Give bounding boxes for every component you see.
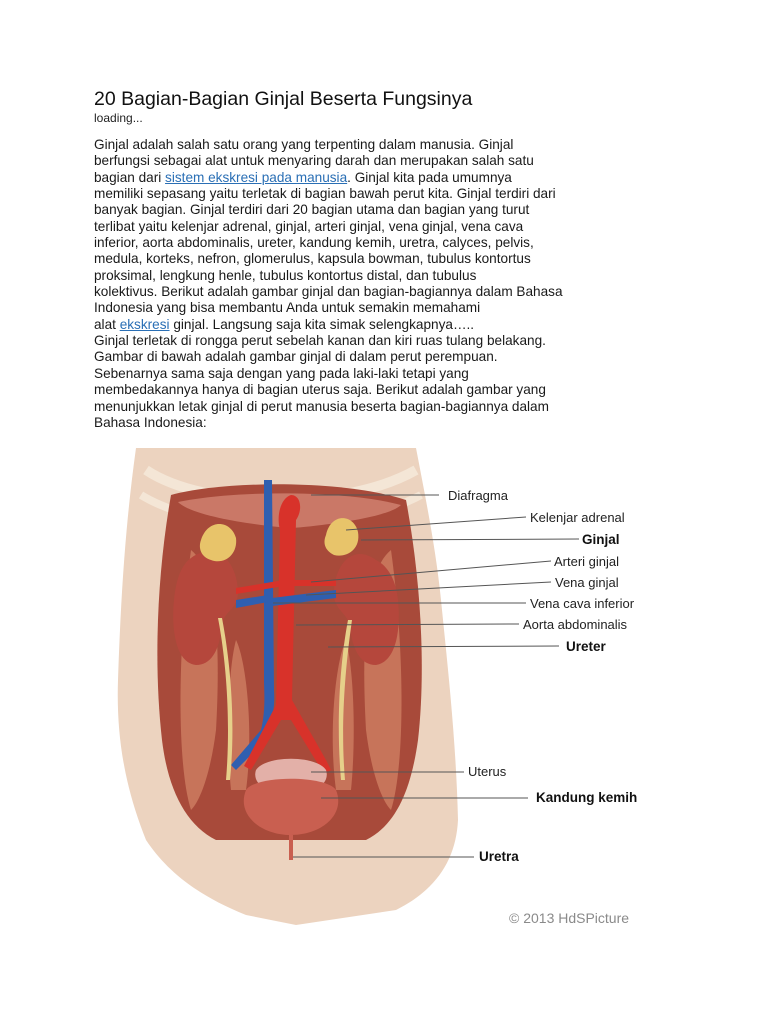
link-ekskresi[interactable]: ekskresi — [119, 316, 170, 332]
paragraph-line: Ginjal adalah salah satu orang yang terpenting dalam manusia. Ginjal — [94, 137, 514, 152]
paragraph-line: proksimal, lengkung henle, tubulus kontortus distal, dan tubulus — [94, 267, 477, 283]
paragraph-line — [94, 317, 694, 333]
label-kelenjar-adrenal: Kelenjar adrenal — [530, 510, 625, 525]
text-run: alat — [94, 316, 120, 332]
renal-artery — [294, 580, 336, 586]
paragraph-line: Indonesia yang bisa membantu Anda untuk semakin memahami — [94, 300, 481, 316]
urethra — [289, 835, 293, 860]
text-run: bagian dari — [94, 169, 166, 185]
label-kandung-kemih: Kandung kemih — [536, 790, 638, 805]
label-aorta-abdominalis: Aorta abdominalis — [523, 617, 628, 632]
paragraph-line: membedakannya hanya di bagian uterus saja. Berikut adalah gambar yang — [94, 382, 546, 398]
label-ginjal: Ginjal — [582, 532, 620, 547]
label-diafragma: Diafragma — [448, 488, 508, 503]
paragraph-line: medula, korteks, nefron, glomerulus, kapsula bowman, tubulus kontortus — [94, 251, 531, 267]
paragraph-line: kolektivus. Berikut adalah gambar ginjal dan bagian-bagiannya dalam Bahasa — [94, 284, 563, 300]
paragraph-line: banyak bagian. Ginjal terdiri dari 20 bagian utama dan bagian yang turut — [94, 202, 530, 218]
link-sistem-ekskresi[interactable]: sistem ekskresi pada manusia — [165, 169, 348, 185]
paragraph-line: Bahasa Indonesia: — [94, 414, 207, 430]
kidney-anatomy-figure — [96, 440, 676, 940]
label-vena-cava-inferior: Vena cava inferior — [530, 596, 635, 611]
label-vena-ginjal: Vena ginjal — [555, 575, 619, 590]
label-uterus: Uterus — [468, 764, 507, 779]
article-title: 20 Bagian-Bagian Ginjal Beserta Fungsinya — [94, 88, 473, 110]
paragraph-line: terlibat yaitu kelenjar adrenal, ginjal, arteri ginjal, vena ginjal, vena cava — [94, 218, 524, 234]
paragraph-line: Ginjal terletak di rongga perut sebelah kanan dan kiri ruas tulang belakang. — [94, 333, 546, 349]
paragraph-line — [94, 170, 694, 186]
text-run: . Ginjal kita pada umumnya — [347, 169, 512, 185]
copyright-text: © 2013 HdSPicture — [509, 910, 630, 926]
paragraph-line: inferior, aorta abdominalis, ureter, kandung kemih, uretra, calyces, pelvis, — [94, 235, 534, 251]
label-arteri-ginjal: Arteri ginjal — [554, 554, 620, 569]
paragraph-line: memiliki sepasang yaitu terletak di bagian bawah perut kita. Ginjal terdiri dari — [94, 186, 556, 202]
paragraph-line: menunjukkan letak ginjal di perut manusia beserta bagian-bagiannya dalam — [94, 398, 549, 414]
anatomy-illustration — [96, 440, 676, 940]
article-body — [94, 137, 694, 431]
label-uretra: Uretra — [479, 849, 519, 864]
paragraph-line: Gambar di bawah adalah gambar ginjal di dalam perut perempuan. — [94, 349, 498, 365]
paragraph-line: Sebenarnya sama saja dengan yang pada laki-laki tetapi yang — [94, 365, 469, 381]
paragraph-line: berfungsi sebagai alat untuk menyaring darah dan merupakan salah satu — [94, 153, 534, 169]
text-run: ginjal. Langsung saja kita simak selengkapnya….. — [169, 316, 475, 332]
label-ureter: Ureter — [566, 639, 606, 654]
loading-text: loading... — [94, 111, 143, 125]
